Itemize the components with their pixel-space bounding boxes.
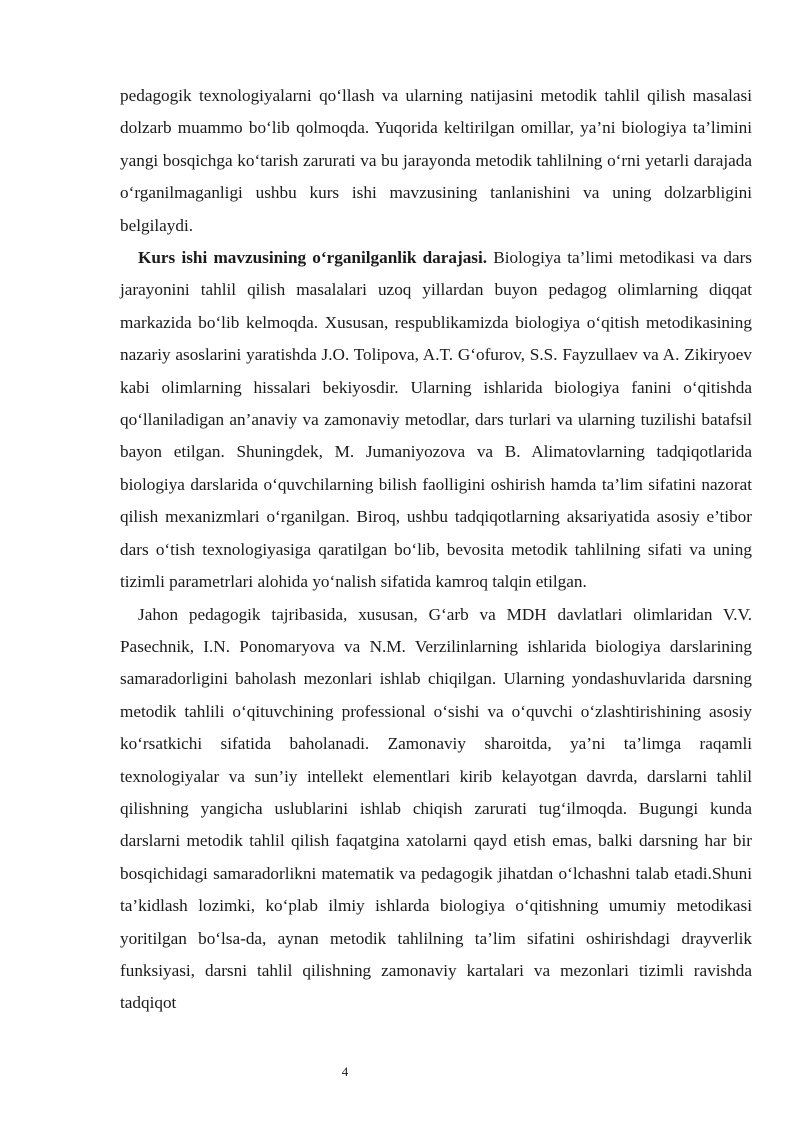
page-number: 4: [341, 1064, 349, 1079]
paragraph-text: Jahon pedagogik tajribasida, xususan, G‘arb va MDH davlatlari olimlaridan V.V. Pasechnik, I.N. Ponomaryova va N.M. Verzilinlarning ishlarida biologiya darslarining samaradorligini baholash mezonlari ishlab chiqilgan. Ularning yondashuvlarida darsning metodik tahlili o‘qituvchining professional o‘sishi va o‘quvchi o‘zlashtirishining asosiy ko‘rsatkichi sifatida baholanadi. Zamonaviy sharoitda, ya’ni ta’limga raqamli texnologiyalar va sun’iy intellekt elementlari kirib kelayotgan davrda, darslarni tahlil qilishning yangicha uslublarini ishlab chiqish zarurati tug‘ilmoqda. Bugungi kunda darslarni metodik tahlil qilish faqatgina xatolarni qayd etish emas, balki darsning har bir bosqichidagi samaradorlikni matematik va pedagogik jihatdan o‘lchashni talab etadi.Shuni ta’kidlash lozimki, ko‘plab ilmiy ishlarda biologiya o‘qitishning umumiy metodikasi yoritilgan bo‘lsa-da, aynan metodik tahlilning ta’lim sifatini oshirishdagi drayverlik funksiyasi, darsni tahlil qilishning zamonaviy kartalari va mezonlari tizimli ravishda tadqiqot: [120, 604, 752, 1013]
paragraph-study-level: [120, 242, 752, 598]
paragraph-heading: Kurs ishi mavzusining o‘rganilganlik darajasi.: [138, 248, 488, 268]
paragraph-continuation: [120, 80, 752, 242]
paragraph-world-experience: [120, 599, 752, 1020]
body-text: [120, 80, 752, 1020]
paragraph-text: pedagogik texnologiyalarni qo‘llash va ularning natijasini metodik tahlil qilish masalasi dolzarb muammo bo‘lib qolmoqda. Yuqorida keltirilgan omillar, ya’ni biologiya ta’limini yangi bosqichga ko‘tarish zarurati va bu jarayonda metodik tahlilning o‘rni yetarli darajada o‘rganilmaganligi ushbu kurs ishi mavzusining tanlanishini va uning dolzarbligini belgilaydi.: [120, 86, 752, 235]
paragraph-text: Biologiya ta’limi metodikasi va dars jarayonini tahlil qilish masalalari uzoq yillardan buyon pedagog olimlarning diqqat markazida bo‘lib kelmoqda. Xususan, respublikamizda biologiya o‘qitish metodikasining nazariy asoslarini yaratishda J.O. Tolipova, A.T. G‘ofurov, S.S. Fayzullaev va A. Zikiryoev kabi olimlarning hissalari bekiyosdir. Ularning ishlarida biologiya fanini o‘qitishda qo‘llaniladigan an’anaviy va zamonaviy metodlar, dars turlari va ularning tuzilishi batafsil bayon etilgan. Shuningdek, M. Jumaniyozova va B. Alimatovlarning tadqiqotlarida biologiya darslarida o‘quvchilarning bilish faolligini oshirish hamda ta’lim sifatini nazorat qilish mexanizmlari o‘rganilgan. Biroq, ushbu tadqiqotlarning aksariyatida asosiy e’tibor dars o‘tish texnologiyasiga qaratilgan bo‘lib, bevosita metodik tahlilning sifati va uning tizimli parametrlari alohida yo‘nalish sifatida kamroq talqin etilgan.: [120, 248, 752, 592]
